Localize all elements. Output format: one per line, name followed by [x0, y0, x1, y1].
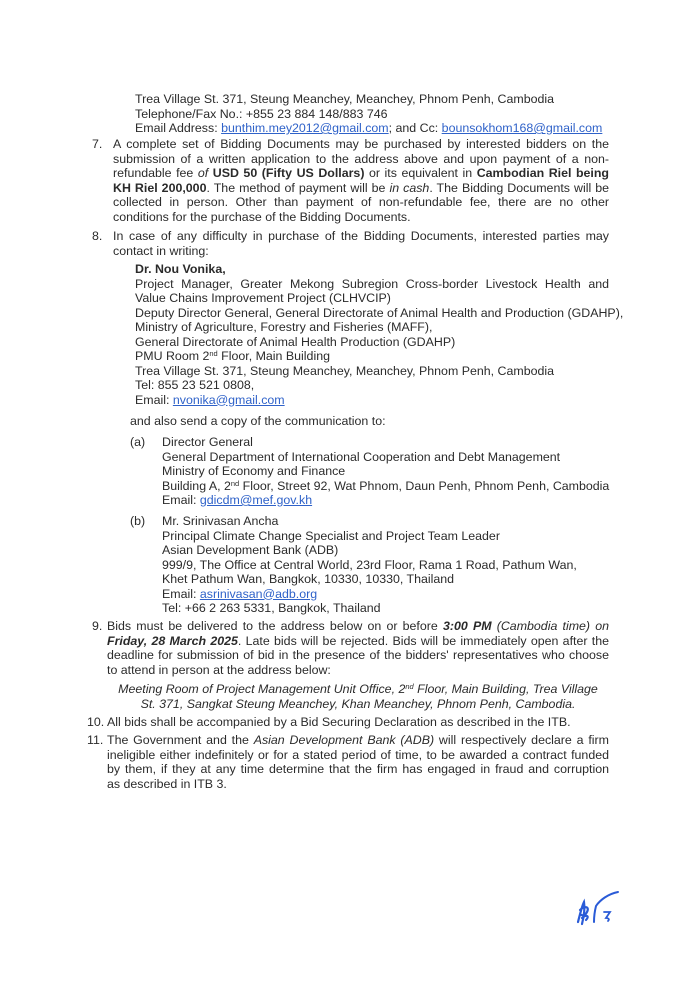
contact-line-1: Project Manager, Greater Mekong Subregion Cross-border Livestock Health and	[135, 276, 609, 291]
email-link-bunthim[interactable]: bunthim.mey2012@gmail.com	[221, 121, 389, 135]
text-run: . The Bidding Documents will be	[429, 180, 610, 195]
fee-usd: USD 50 (Fifty US Dollars)	[208, 166, 365, 180]
item-10-number: 10.	[87, 715, 105, 729]
contact-line-3: Deputy Director General, General Directorate of Animal Health and Production (GDAHP),	[135, 305, 624, 320]
recipient-b-label: (b)	[130, 514, 146, 528]
timezone-note: (Cambodia time) on	[491, 619, 610, 633]
payment-method: in cash	[389, 180, 430, 195]
text-run: Floor, Main Building	[217, 349, 330, 363]
item-10-text: All bids shall be accompanied by a Bid Securing Declaration as described in the ITB.	[107, 715, 571, 729]
email-label: Email Address:	[135, 121, 222, 135]
recipient-a-label: (a)	[130, 435, 146, 449]
recipient-b-tel: Tel: +66 2 263 5331, Bangkok, Thailand	[162, 601, 381, 615]
contact-tel: Tel: 855 23 521 0808,	[135, 378, 255, 392]
item-7-line-1: A complete set of Bidding Documents may be purchased by interested bidders on the	[113, 137, 609, 151]
handwritten-signature-icon	[570, 888, 630, 928]
text-run: Bids must be delivered to the address below on or before	[107, 619, 443, 633]
text-run: The Government and the	[107, 733, 254, 747]
text-run: Floor, Main Building, Trea Village	[413, 682, 598, 696]
text-run: Building A, 2	[162, 478, 231, 493]
item-7-line-3	[113, 166, 609, 181]
text-run: Floor, Street 92, Wat Phnom, Daun Penh, Phnom Penh, Cambodia	[239, 478, 610, 493]
text-run: Meeting Room of Project Management Unit Office, 2	[118, 682, 406, 696]
deadline-date: Friday, 28 March 2025	[107, 633, 238, 648]
item-8-line-2: contact in writing:	[113, 243, 209, 258]
item-9-line-3: deadline for submission of bid in the presence of the bidders' representatives who choose	[107, 648, 609, 662]
email-label: Email:	[162, 493, 200, 507]
recipient-b-email-line	[162, 587, 317, 602]
item-9-number: 9.	[92, 619, 103, 633]
item-7-number: 7.	[92, 137, 103, 151]
item-11-line-4: as described in ITB 3.	[107, 776, 227, 791]
venue-line-2: St. 371, Sangkat Steung Meanchey, Khan Meanchey, Phnom Penh, Cambodia.	[140, 696, 576, 711]
recipient-a-email-line	[162, 493, 312, 508]
item-9-line-2	[107, 634, 609, 649]
item-11-number: 11.	[87, 733, 104, 747]
item-7-line-6: conditions for the purchase of the Bidding Documents.	[113, 209, 411, 224]
item-7-line-5: collected in person. Other than payment of non-refundable fee, there are no other	[113, 195, 609, 209]
contact-name: Dr. Nou Vonika,	[135, 262, 226, 276]
item-7-line-2: submission of a written application to the address above and upon payment of a non-	[113, 151, 609, 166]
recipient-a-title: Director General	[162, 435, 253, 449]
item-9-line-1	[107, 619, 609, 634]
email-link-asrinivasan[interactable]: asrinivasan@adb.org	[199, 586, 318, 601]
recipient-a-line-1: General Department of International Cooperation and Debt Management	[162, 449, 561, 464]
item-11-line-2: ineligible either indefinitely or for a stated period of time, to be awarded a contract funded	[107, 747, 609, 762]
contact-line-6	[135, 349, 330, 364]
top-telephone: Telephone/Fax No.: +855 23 884 148/883 746	[135, 106, 388, 121]
recipient-b-line-4: Khet Pathum Wan, Bangkok, 10330, 10330, Thailand	[162, 572, 455, 586]
recipient-b-line-2: Asian Development Bank (ADB)	[162, 543, 339, 557]
contact-line-4: Ministry of Agriculture, Forestry and Fisheries (MAFF),	[135, 320, 433, 334]
superscript: nd	[230, 478, 240, 488]
text-run: . Late bids will be rejected. Bids will be immediately open after the	[237, 633, 609, 648]
item-9-line-4: to attend in person at the address below:	[107, 662, 331, 677]
text-run: will respectively declare a firm	[434, 733, 609, 747]
recipient-b-title: Mr. Srinivasan Ancha	[162, 514, 279, 528]
item-11-line-3: by them, if they at any time determine that the firm has engaged in fraud and corruption	[107, 762, 609, 776]
item-8-number: 8.	[92, 229, 103, 243]
text-run: PMU Room 2	[135, 349, 210, 363]
email-link-gdicdm[interactable]: gdicdm@mef.gov.kh	[199, 493, 313, 507]
fee-riel-label: Cambodian Riel being	[476, 166, 609, 180]
recipient-a-line-3	[162, 479, 609, 494]
recipient-b-line-1: Principal Climate Change Specialist and Project Team Leader	[162, 528, 500, 543]
venue-line-1	[107, 682, 609, 697]
item-11-line-1	[107, 733, 609, 748]
adb-name: Asian Development Bank (ADB)	[253, 733, 435, 747]
text-run: . The method of payment will be	[206, 180, 390, 195]
item-7-line-4	[113, 181, 609, 196]
recipient-b-line-3: 999/9, The Office at Central World, 23rd Floor, Rama 1 Road, Pathum Wan,	[162, 557, 577, 572]
email-label: Email:	[162, 586, 200, 601]
text-run-italic: of	[197, 166, 209, 180]
top-email-line	[135, 121, 602, 136]
item-8-line-1: In case of any difficulty in purchase of the Bidding Documents, interested parties may	[113, 229, 609, 243]
email-cc-label: ; and Cc:	[388, 121, 442, 135]
recipient-a-line-2: Ministry of Economy and Finance	[162, 464, 346, 478]
copy-note: and also send a copy of the communication to:	[130, 414, 386, 428]
deadline-time: 3:00 PM	[442, 619, 492, 633]
top-address: Trea Village St. 371, Steung Meanchey, Meanchey, Phnom Penh, Cambodia	[135, 92, 555, 106]
fee-riel-amount: KH Riel 200,000	[113, 180, 207, 195]
email-label: Email:	[135, 392, 173, 407]
text-run: refundable fee	[113, 166, 198, 180]
contact-line-5: General Directorate of Animal Health Production (GDAHP)	[135, 334, 456, 349]
email-link-nvonika[interactable]: nvonika@gmail.com	[172, 392, 285, 407]
contact-line-7: Trea Village St. 371, Steung Meanchey, Meanchey, Phnom Penh, Cambodia	[135, 363, 555, 378]
superscript: nd	[405, 682, 414, 691]
contact-line-2: Value Chains Improvement Project (CLHVCIP)	[135, 291, 391, 305]
email-link-bounsokhom[interactable]: bounsokhom168@gmail.com	[441, 121, 603, 135]
superscript: nd	[209, 349, 218, 358]
text-run: or its equivalent in	[364, 166, 477, 180]
contact-email-line	[135, 393, 285, 408]
